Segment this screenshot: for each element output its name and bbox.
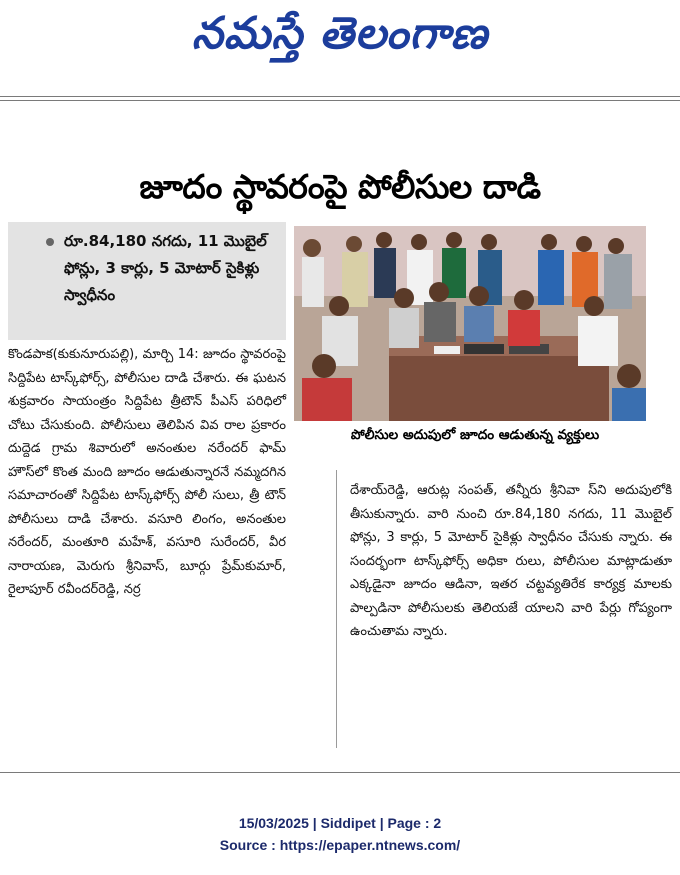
- summary-text: రూ.84,180 నగదు, 11 మొబైల్ ఫోన్లు, 3 కార్లు, 5 మోటార్ సైకిళ్లు స్వాధీనం: [64, 232, 267, 304]
- summary-box: [8, 222, 286, 340]
- masthead-title: నమస్తే తెలంగాణ: [191, 8, 489, 59]
- bottom-divider: [0, 772, 680, 773]
- masthead-logo: [0, 4, 680, 74]
- article-body-column-2: దేశాయ్‌రెడ్డి, ఆరుట్ల సంపత్, తన్నీరు శ్రీనివా స్‌ని అదుపులోకి తీసుకున్నారు. వారి నుంచి రూ.84,180 నగదు, 11 మొబైల్ ఫోన్లు, 3 కార్లు, 5 మోటార్ సైకిళ్లు స్వాధీనం చేసుకు న్నారు. ఈ సందర్భంగా టాస్క్‌ఫోర్స్ అధికా రులు, పోలీసుల మాట్లాడుతూ ఎక్కడైనా జూదం ఆడినా, ఇతర చట్టవ్యతిరేక కార్యక్ర మాలకు పాల్పడినా పోలీసులకు తెలియజే యాలని వారి పేర్లు గోప్యంగా ఉంచుతామ న్నారు.: [350, 483, 672, 639]
- top-divider-thin: [0, 100, 680, 101]
- bullet-icon: [46, 238, 54, 246]
- article-headline: జూదం స్థావరంపై పోలీసుల దాడి: [139, 167, 541, 207]
- photo-caption: పోలీసుల అదుపులో జూదం ఆడుతున్న వ్యక్తులు: [350, 427, 600, 443]
- news-photo: [294, 226, 646, 421]
- footer-source: Source : https://epaper.ntnews.com/: [219, 837, 461, 853]
- top-divider: [0, 96, 680, 97]
- footer-dateline: 15/03/2025 | Siddipet | Page : 2: [238, 815, 442, 831]
- column-divider: [336, 470, 337, 748]
- article-body-column-1: కొండపాక(కుకునూరుపల్లి), మార్చి 14: జూదం స్థావరంపై సిద్దిపేట టాస్క్‌ఫోర్స్, పోలీసుల దాడి చేశారు. ఈ ఘటన శుక్రవారం సాయంత్రం సిద్దిపేట త్రీటౌన్ పీఎస్ పరిధిలో చోటు చేసుకుంది. పోలీసులు తెలిపిన వివ రాల ప్రకారం దుద్దెడ గ్రామ శివారులో అనంతుల నరేందర్ ఫామ్ హౌస్‌లో కొంత మంది జూదం ఆడుతున్నారనే నమ్మదగిన సమాచారంతో సిద్దిపేట టాస్క్‌ఫోర్స్ పోలీ సులు, త్రీ టౌన్ పోలీసులు దాడి చేశారు. వసూరి లింగం, అనంతుల నరేందర్, మంతూరి మహేశ్, వసూరి సురేందర్, వీర నారాయణ, మెరుగు శ్రీనివాస్, బూర్గు ప్రేమ్‌కుమార్, రైలాపూర్ రవీందర్‌రెడ్డి, నర్ర: [8, 347, 286, 597]
